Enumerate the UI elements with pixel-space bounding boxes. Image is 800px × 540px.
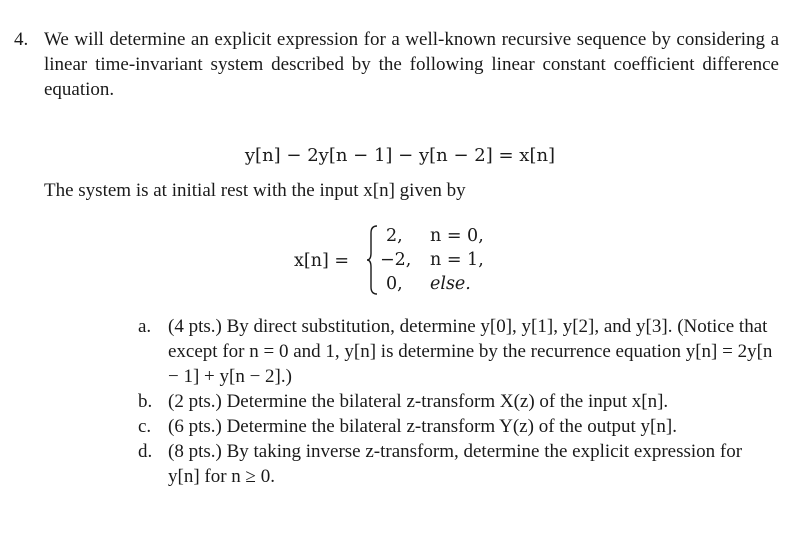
sub-questions	[138, 314, 778, 489]
case-condition-2: n = 1,	[430, 250, 484, 270]
case-value-1: 2,	[386, 226, 403, 246]
part-a	[138, 314, 778, 389]
part-d	[138, 439, 778, 489]
part-c-label: c.	[138, 416, 152, 437]
case-condition-3: else.	[430, 274, 471, 294]
part-a-label: a.	[138, 316, 152, 337]
input-lhs: x[n] =	[294, 251, 350, 271]
part-c	[138, 414, 778, 439]
case-value-2: −2,	[380, 250, 412, 270]
difference-equation-text: y[n] − 2y[n − 1] − y[n − 2] = x[n]	[244, 145, 556, 166]
problem-number: 4.	[14, 29, 29, 50]
case-value-3: 0,	[386, 274, 403, 294]
input-definition	[294, 222, 554, 302]
case-condition-1: n = 0,	[430, 226, 484, 246]
problem-intro: We will determine an explicit expression for a well-known recursive sequence by considering a linear time-invariant system described by the following linear constant coefficient difference equation.	[44, 29, 779, 100]
initial-rest-sentence: The system is at initial rest with the input x[n] given by	[44, 180, 466, 201]
part-b-text: (2 pts.) Determine the bilateral z-transform X(z) of the input x[n].	[168, 391, 669, 412]
part-b	[138, 389, 778, 414]
part-a-text: (4 pts.) By direct substitution, determine y[0], y[1], y[2], and y[3]. (Notice that except for n = 0 and 1, y[n] is determine by the recurrence equation y[n] = 2y[n − 1] + y[n − 2].)	[168, 316, 773, 387]
part-d-text: (8 pts.) By taking inverse z-transform, determine the explicit expression for y[n] for n ≥ 0.	[168, 441, 743, 487]
part-b-label: b.	[138, 391, 153, 412]
part-c-text: (6 pts.) Determine the bilateral z-transform Y(z) of the output y[n].	[168, 416, 677, 437]
left-brace-icon	[366, 225, 378, 295]
part-d-label: d.	[138, 441, 153, 462]
difference-equation	[0, 143, 800, 168]
